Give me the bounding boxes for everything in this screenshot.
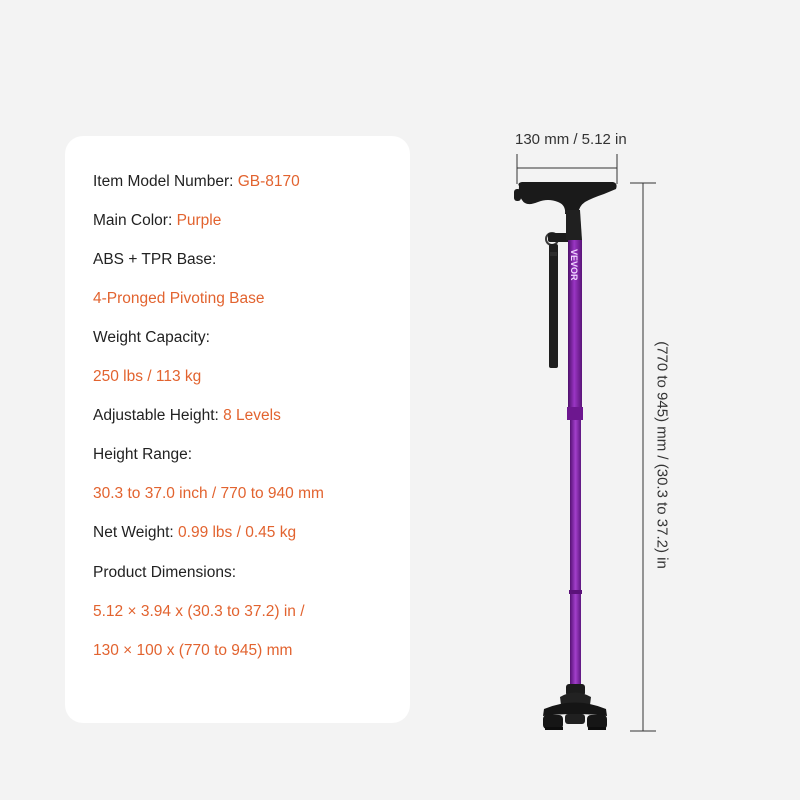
pronged-base (543, 684, 607, 730)
cane-lower-shaft (570, 420, 581, 685)
height-range-value: 30.3 to 37.0 inch / 770 to 940 mm (93, 485, 324, 502)
cane-upper-shaft (568, 240, 582, 408)
height-range-label: Height Range: (93, 446, 193, 463)
height-dimension-label: (770 to 945) mm / (30.3 to 37.2) in (653, 341, 671, 569)
height-adjust-collar (567, 407, 583, 420)
main-color-value: Purple (176, 212, 222, 229)
height-dimension-lines (630, 183, 656, 731)
base-material-value: 4-Pronged Pivoting Base (93, 290, 265, 307)
adjustable-height-value: 8 Levels (223, 407, 281, 424)
model-number-label: Item Model Number: (93, 173, 238, 190)
cane-handle (514, 182, 617, 240)
width-dimension-lines (517, 154, 617, 184)
net-weight-label: Net Weight: (93, 524, 179, 541)
base-material-label: ABS + TPR Base: (93, 251, 217, 268)
main-color-label: Main Color: (93, 212, 177, 229)
product-dimensions-label: Product Dimensions: (93, 564, 237, 581)
product-dimensions-inch-value: 5.12 × 3.94 x (30.3 to 37.2) in / (93, 603, 305, 620)
model-number-value: GB-8170 (237, 173, 300, 190)
net-weight-value: 0.99 lbs / 0.45 kg (178, 524, 297, 541)
brand-label: VEVOR (569, 249, 579, 281)
adjustable-height-label: Adjustable Height: (93, 407, 224, 424)
width-dimension-label: 130 mm / 5.12 in (515, 131, 627, 148)
weight-capacity-value: 250 lbs / 113 kg (93, 368, 202, 385)
weight-capacity-label: Weight Capacity: (93, 329, 210, 346)
product-dimensions-mm-value: 130 × 100 x (770 to 945) mm (93, 642, 293, 659)
